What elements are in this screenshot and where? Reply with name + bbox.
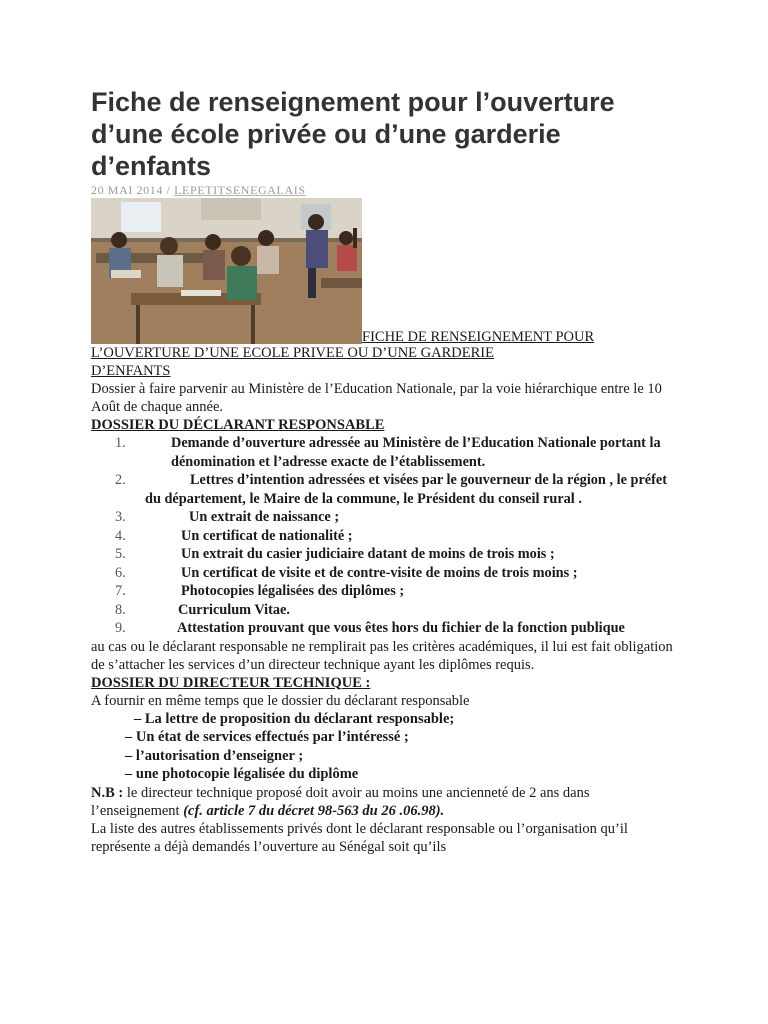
doc-heading-line1: FICHE DE RENSEIGNEMENT POUR	[362, 329, 595, 345]
list-item-text: Attestation prouvant que vous êtes hors du fichier de la fonction publique	[177, 620, 625, 636]
list-item	[91, 508, 681, 527]
list-item	[91, 545, 681, 564]
post-date: 20 MAI 2014	[91, 183, 163, 197]
list-item	[91, 471, 681, 508]
list-item-number: 4.	[115, 527, 126, 544]
after-list-paragraph: au cas ou le déclarant responsable ne remplirait pas les critères académiques, il lui est fait obligation de s’attacher les services d’un directeur technique ayant les diplômes requis.	[91, 638, 673, 673]
list-item-text: Lettres d’intention adressées et visées par le gouverneur de la région , le préfet du département, le Maire de la commune, le Président du conseil rural .	[145, 472, 668, 507]
director-item: – La lettre de proposition du déclarant responsable;	[134, 710, 455, 727]
list-item-text: Un certificat de nationalité ;	[181, 527, 353, 544]
list-item	[91, 527, 681, 546]
list-item-text: Photocopies légalisées des diplômes ;	[181, 583, 405, 599]
director-intro: A fournir en même temps que le dossier du déclarant responsable	[91, 692, 470, 709]
meta-separator: /	[162, 183, 175, 197]
declarant-documents-list	[91, 434, 681, 638]
page-title: Fiche de renseignement pour l’ouverture d’une école privée ou d’une garderie d’enfants	[91, 87, 615, 181]
list-item	[91, 434, 681, 471]
list-item-number: 8.	[115, 601, 126, 618]
list-item-number: 6.	[115, 564, 126, 581]
nb-reference: (cf. article 7 du décret 98-563 du 26 .06.98).	[183, 802, 445, 819]
section-director-title: DOSSIER DU DIRECTEUR TECHNIQUE :	[91, 674, 371, 691]
closing-paragraph: La liste des autres établissements privés dont le déclarant responsable ou l’organisation qu’il représente a déjà demandés l’ouverture au Sénégal soit qu’ils	[91, 820, 628, 855]
intro-paragraph: Dossier à faire parvenir au Ministère de l’Education Nationale, par la voie hiérarchique entre le 10 Août de chaque année.	[91, 381, 662, 415]
doc-heading-line3: D’ENFANTS	[91, 363, 171, 379]
list-item	[91, 601, 681, 620]
director-item	[91, 747, 681, 766]
article	[91, 86, 681, 856]
list-item-text: Demande d’ouverture adressée au Ministère de l’Education Nationale portant la dénomination et l’adresse exacte de l’établissement.	[171, 435, 661, 470]
section-declarant-title: DOSSIER DU DÉCLARANT RESPONSABLE	[91, 417, 385, 433]
list-item	[91, 619, 681, 638]
classroom-photo	[91, 198, 362, 344]
list-item-text: Un extrait du casier judiciaire datant de moins de trois mois ;	[181, 546, 555, 562]
photo-row	[91, 198, 681, 344]
list-item	[91, 564, 681, 583]
director-item: – une photocopie légalisée du diplôme	[125, 766, 359, 782]
list-item	[91, 582, 681, 601]
list-item-number: 5.	[115, 546, 126, 562]
list-item-number: 7.	[115, 583, 126, 599]
list-item-number: 2.	[115, 472, 126, 488]
director-item-text: – l’autorisation d’enseigner ;	[125, 747, 304, 764]
post-meta	[91, 182, 681, 198]
list-item-number: 9.	[115, 620, 126, 636]
list-item-number: 3.	[115, 509, 126, 525]
nb-paragraph	[91, 784, 681, 820]
post-author-link[interactable]: LEPETITSENEGALAIS	[174, 183, 306, 197]
classroom-photo-illustration	[91, 198, 362, 344]
list-item-text: Un extrait de naissance ;	[189, 509, 340, 525]
list-item-number: 1.	[115, 435, 126, 451]
list-item-text: Un certificat de visite et de contre-visite de moins de trois moins ;	[181, 564, 578, 581]
nb-text: le directeur technique proposé doit avoir au moins une ancienneté de 2 ans dans l’enseignement	[91, 784, 590, 819]
director-item: – Un état de services effectués par l’intéressé ;	[125, 729, 409, 745]
nb-label: N.B :	[91, 784, 124, 801]
doc-heading-line2: L’OUVERTURE D’UNE ECOLE PRIVEE OU D’UNE GARDERIE	[91, 345, 494, 361]
list-item-text: Curriculum Vitae.	[178, 601, 290, 618]
